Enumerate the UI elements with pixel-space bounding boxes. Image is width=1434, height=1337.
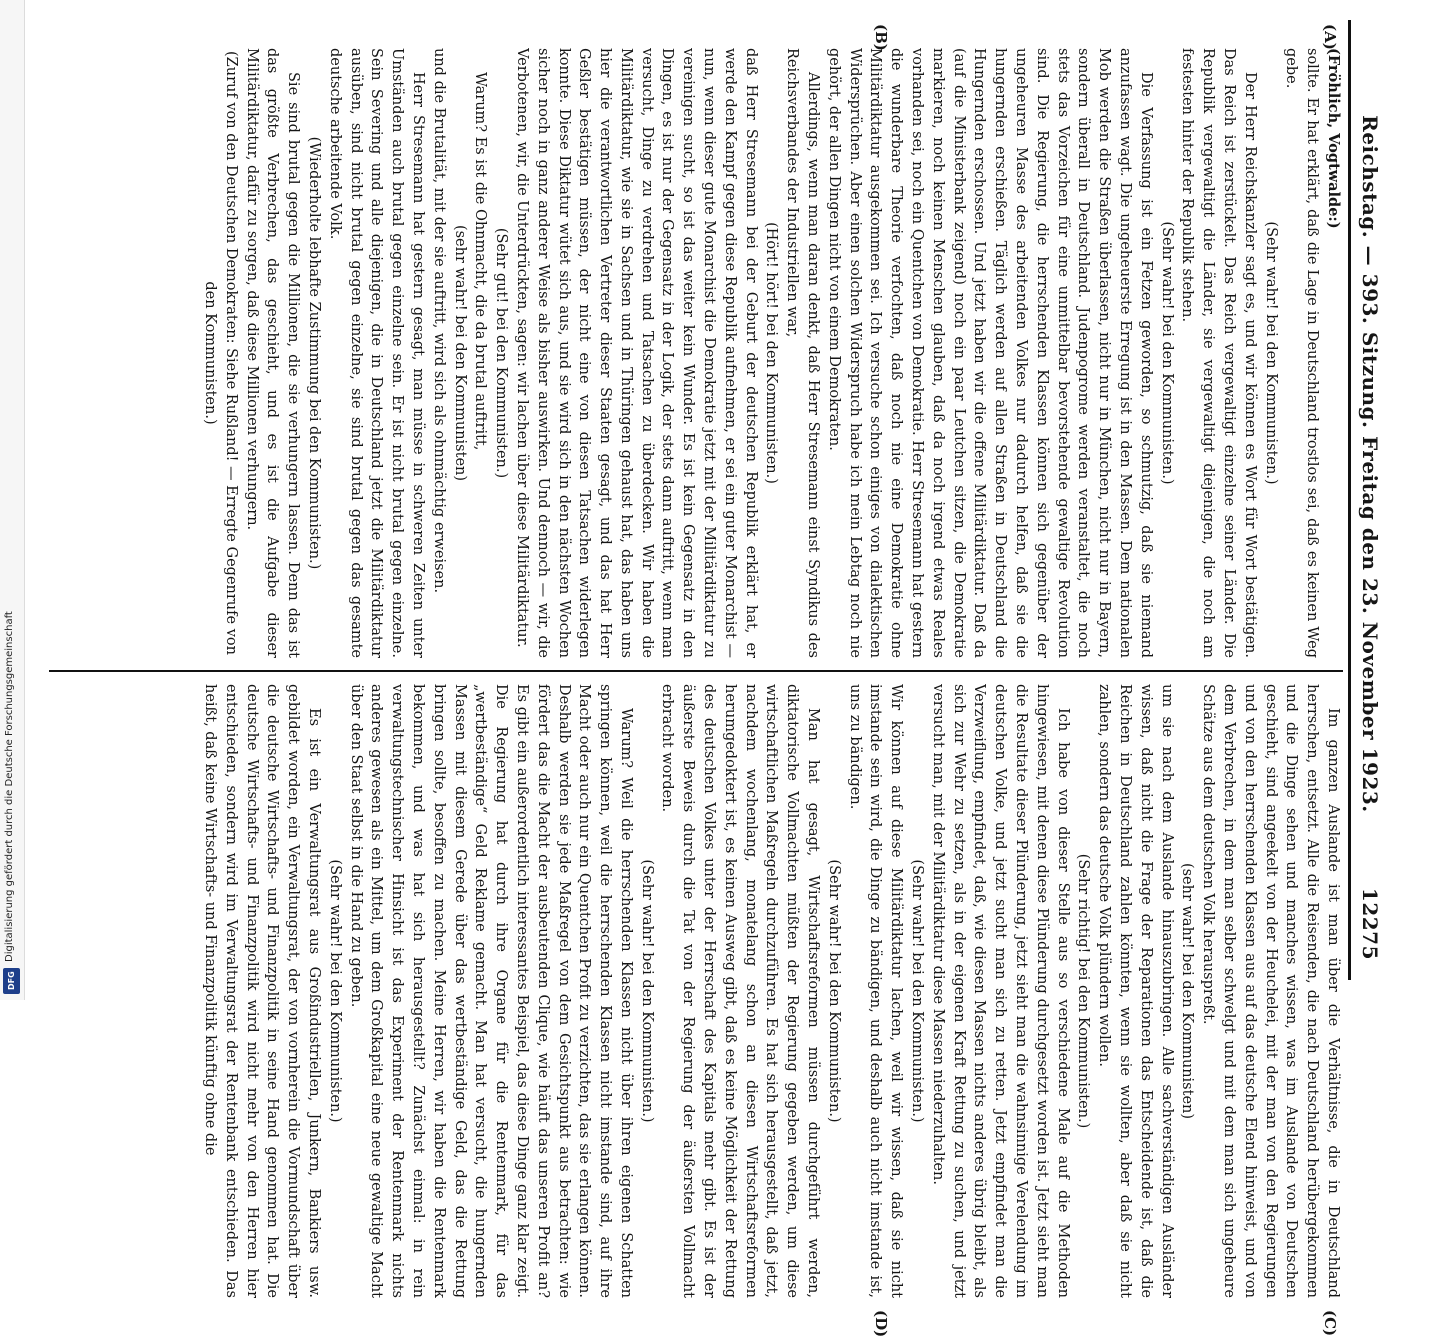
right-paragraph: (Sehr richtig! bei den Kommunisten.)	[1075, 853, 1092, 1129]
right-paragraph: Es ist ein Verwaltungsrat aus Großindustriellen, Junkern, Bankiers usw. gebildet worden, ein Verwaltungsrat, der von vornherein die Vormundschaft über die deutsche Wirtschafts- und Finanzpolitik in seine Hand genommen hat. Die deutsche Wirtschafts- und Finanzpolitik wird nicht mehr von den Herren hier entschieden, sondern wird im Verwaltungsrat der Rentenbank entschieden. Das heißt, daß keine Wirtschafts- und Finanzpolitik künftig ohne die	[201, 684, 322, 1298]
left-paragraph: Warum? Es ist die Ohnmacht, die da brutal auftritt,	[472, 72, 489, 451]
right-paragraph: Warum? Weil die herrschenden Klassen nicht über ihren eigenen Schatten springen können, weil die herrschenden Klassen nicht imstande sind, auf ihre Macht oder auch nur ein Quentchen Profit zu verzichten, das sie erlangen können. Deshalb werden sie jede Maßregel von dem Gesichtspunkt aus betrachten: wie fördert das die Macht der ausbeutenden Clique, wie häuft das unseren Profit an? Es gibt ein außerordentlich interessantes Beispiel, das diese Dinge ganz klar zeigt. Die Regierung hat durch ihre Organe für die Rentenmark, für das „wertbeständige“ Geld Reklame gemacht. Man hat versucht, die hungernden Massen mit diesem Gerede über das wertbeständige Geld, das die Rettung bringen sollte, besoffen zu machen. Meine Herren, wir haben die Rentenmark bekommen, und was hat sich herausgestellt? Zunächst einmal: in rein verwaltungstechnischer Hinsicht ist das Experiment der Rentenmark nichts anderes gewesen als ein Mittel, um dem Großkapital eine neue gewaltige Macht über den Staat selbst in die Hand zu geben.	[347, 684, 634, 1298]
digitization-notice: Digitalisierung gefördert durch die Deutsche Forschungsgemeinschaft	[4, 611, 15, 962]
page-title: Reichstag. — 393. Sitzung. Freitag den 23. November 1923.	[1358, 115, 1382, 813]
left-paragraph: Sie sind brutal gegen die Millionen, die sie verhungern lassen. Denn das ist das größte Verbrechen, das geschieht, und es ist die Aufgabe dieser Militärdiktatur, dafür zu sorgen, daß diese Millionen verhungern.	[243, 48, 302, 658]
right-paragraph: (Sehr wahr! bei den Kommunisten.)	[326, 859, 343, 1123]
right-paragraph: (Sehr wahr! bei den Kommunisten.)	[638, 859, 655, 1123]
left-paragraph: Allerdings, wenn man daran denkt, daß Herr Stresemann einst Syndikus des Reichsverbandes der Industriellen war,	[784, 48, 822, 658]
margin-mark-b: (B)	[872, 24, 890, 51]
column-divider	[49, 670, 1343, 672]
left-paragraph: Herr Stresemann hat gestern gesagt, man müsse in schweren Zeiten unter Umständen auch brutal gegen einzelne sein. Er ist nicht brutal gegen einzelne. Sein Severing und alle diejenigen, die in Deutschland jetzt die Militärdiktatur ausüben, sind nicht brutal gegen einzelne, sie sind brutal gegen das gesamte deutsche arbeitende Volk.	[326, 48, 426, 658]
left-paragraph: (Zuruf von den Deutschen Demokraten: Siehe Rußland! — Erregte Gegenrufe von den Kommunisten.)	[201, 51, 239, 655]
left-paragraph: (Sehr wahr! bei den Kommunisten.)	[1158, 221, 1175, 485]
right-paragraph: Im ganzen Auslande ist man über die Verhältnisse, die in Deutschland herrschen, entsetzt. Alle die Reisenden, die nach Deutschland herübergekommen und die Dinge sehen und manches wissen, was im Auslande von Deutschen geschieht, sind angeekelt von der Heuchelei, mit der man von den Regierungen und von den herrschenden Klassen aus auf das deutsche Elend hinweist, und von dem Verbrechen, in dem man selber schwelgt und mit dem man sich ungeheure Schätze aus dem deutschen Volk herauspreßt.	[1200, 684, 1341, 1298]
right-paragraph: (Sehr wahr! bei den Kommunisten.)	[909, 859, 926, 1123]
left-paragraph: Der Herr Reichskanzler sagt es, und wir können es Wort für Wort bestätigen. Das Reich ist zerstückelt. Das Reich vergewaltigt einzelne seiner Länder. Die Republik vergewaltigt die Länder, sie vergewaltigt diejenigen, die noch am festesten hinter der Republik stehen.	[1179, 48, 1258, 658]
left-paragraph: (Sehr wahr! bei den Kommunisten.)	[1262, 221, 1279, 485]
right-paragraph: (Sehr wahr! bei den Kommunisten.)	[825, 859, 842, 1123]
scanned-page	[45, 20, 1395, 1337]
left-paragraph: (Wiederholte lebhafte Zustimmung bei den Kommunisten.)	[305, 136, 322, 570]
left-paragraph: (sehr wahr! bei den Kommunisten)	[451, 224, 468, 482]
right-column	[51, 684, 1343, 1298]
right-paragraph: Man hat gesagt, Wirtschaftsreformen müssen durchgeführt werden, diktatorische Vollmachten müßten der Regierung gegeben werden, um diese wirtschaftlichen Maßregeln durchzuführen. Es hat sich herausgestellt, daß jetzt, nachdem wochenlang, monatelang schon an diesen Wirtschaftsreformen herumgedoktert ist, es keinen Ausweg gibt, daß es keine Möglichkeit der Rettung des deutschen Volkes unter der Herrschaft des Kapitals mehr gibt. Es ist der äußerste Beweis durch die Tat von der Regierung der äußersten Vollmacht erbracht worden.	[659, 684, 822, 1298]
left-paragraph: (Hört! hört! bei den Kommunisten.)	[763, 222, 780, 484]
page-header	[1355, 40, 1385, 960]
left-paragraph: (Fröhlich, Vogtwalde:)	[1325, 48, 1342, 229]
margin-mark-a: (A)	[1321, 24, 1339, 50]
left-paragraph: (Sehr gut! bei den Kommunisten.)	[493, 227, 510, 479]
left-paragraph: sollte. Er hat erklärt, daß die Lage in Deutschland trostlos sei, daß es keinen Weg gebe.	[1283, 48, 1321, 658]
page-number: 12275	[1358, 887, 1382, 960]
right-paragraph: um sie nach dem Auslande hinauszubringen. Alle sachverständigen Ausländer wissen, daß nicht die Frage der Reparationen das Entscheidende ist, daß die Reichen in Deutschland zahlen könnten, wenn sie wollten, aber daß sie nicht zahlen, sondern das deutsche Volk plündern wollen.	[1096, 684, 1175, 1298]
right-paragraph: (sehr wahr! bei den Kommunisten)	[1179, 862, 1196, 1120]
left-paragraph: daß Herr Stresemann bei der Geburt der deutschen Republik erklärt hat, er werde den Kampf gegen diese Republik aufnehmen, er sei ein guter Monarchist — nun, wenn dieser gute Monarchist die Demokratie jetzt mit der Militärdiktatur zu vereinigen sucht, so ist das weiter kein Wunder. Es ist kein Gegensatz in den Dingen, es ist nur der Gegensatz in der Logik, der stets dann auftritt, wenn man versucht, Dinge zu verdrehen und Tatsachen zu überdecken. Wir haben die Militärdiktatur, wie sie in Sachsen und in Thüringen gehaust hat, das haben uns hier die verantwortlichen Vertreter dieser Staaten gesagt, und das hat Herr Geßler bestätigen müssen, der nicht eine von diesen Tatsachen widerlegen konnte. Diese Diktatur wütet sich aus, und sie wird sich in den nächsten Wochen sicher noch in ganz anderer Weise als bisher auswirken. Und dennoch — wir, die Verbotenen, wir, die Unterdrückten, sagen: wir lachen über diese Militärdiktatur.	[513, 48, 759, 658]
header-rule	[1348, 20, 1351, 980]
left-paragraph: Die Verfassung ist ein Fetzen geworden, so schmutzig, daß sie niemand anzufassen wagt. Die ungeheuerste Erregung ist in den Massen. Dem nationalen Mob werden die Straßen überlassen, nicht nur in München, nicht nur in Bayern, sondern überall in Deutschland. Judenpogrome werden veranstaltet, die noch stets das Vorzeichen für eine unmittelbar bevorstehende gewaltige Revolution sind. Die Regierung, die herrschenden Klassen können sich gegenüber der ungeheuren Masse des arbeitenden Volkes nur dadurch helfen, daß sie die hungernden erschießen. Täglich werden auf allen Straßen in Deutschland die Hungernden erschossen. Und jetzt haben wir die offene Militärdiktatur. Daß da (auf die Ministerbank zeigend) noch ein paar Leutchen sitzen, die Demokratie markieren, noch keinen Menschen glauben, daß da noch irgend etwas Reales vorhanden sei, noch ein Quentchen von Demokratie. Herr Stresemann hat gestern die wunderbare Theorie verfochten, daß noch nie eine Demokratie ohne Militärdiktatur ausgekommen sei. Ich versuche schon einiges von dialektischen Widersprüchen. Aber einen solchen Widerspruch habe ich mein Lebtag noch nie gehört, der allen Dingen nicht von einem Demokraten.	[825, 48, 1154, 658]
dfg-logo: DFG	[3, 968, 20, 994]
left-paragraph: und die Brutalität, mit der sie auftritt, wird sich als ohnmächtig erweisen.	[430, 48, 447, 594]
left-column	[51, 48, 1343, 658]
margin-mark-c: (C)	[1321, 1310, 1339, 1337]
digitization-strip	[0, 0, 25, 1000]
right-paragraph: Wir können auf diese Militärdiktatur lachen, weil wir wissen, daß sie nicht imstande sein wird, die Dinge zu bändigen, und deshalb auch nicht imstande ist, uns zu bändigen.	[846, 684, 905, 1298]
margin-mark-d: (D)	[872, 1310, 890, 1337]
right-paragraph: Ich habe von dieser Stelle aus so verschiedene Male auf die Methoden hingewiesen, mit denen diese Plünderung durchgesetzt worden ist. Jetzt sieht man die Resultate dieser Plünderung, jetzt sieht man die wahnsinnige Verelendung im deutschen Volke, und jetzt sucht man sich zu retten. Jetzt empfindet man die Verzweiflung, empfindet, daß, wie diesen Massen nichts anderes übrig bleibt, als sich zur Wehr zu setzen, als in der eigenen Kraft Rettung zu suchen, und jetzt versucht man, mit der Militärdiktatur diese Massen niederzuhalten.	[929, 684, 1071, 1298]
